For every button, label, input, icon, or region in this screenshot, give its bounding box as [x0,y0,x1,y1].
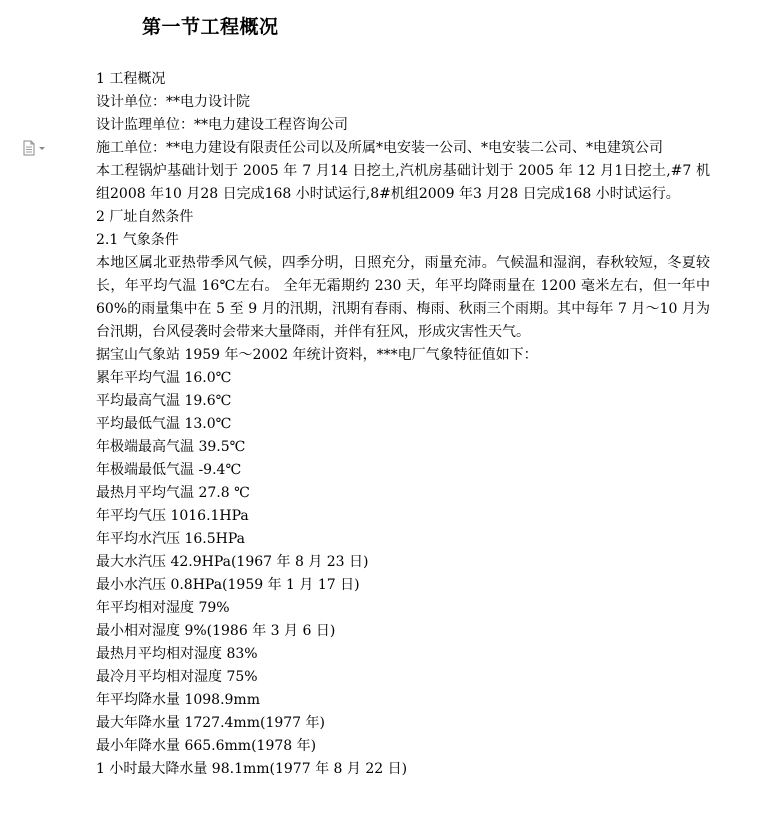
supervision-unit: 设计监理单位：**电力建设工程咨询公司 [96,117,348,133]
stat-item: 最大年降水量 1727.4mm(1977 年) [96,715,325,731]
construction-unit: 施工单位：**电力建设有限责任公司以及所属*电安装一公司、*电安装二公司、*电建筑公司 [96,140,663,156]
stat-item: 年极端最高气温 39.5℃ [96,439,246,455]
stat-item: 最大水汽压 42.9HPa(1967 年 8 月 23 日) [96,554,369,570]
design-unit: 设计单位：**电力设计院 [96,94,250,110]
stat-item: 1 小时最大降水量 98.1mm(1977 年 8 月 22 日) [96,761,408,777]
stat-item: 年极端最低气温 -9.4℃ [96,462,242,478]
stat-item: 最小年降水量 665.6mm(1978 年) [96,738,317,754]
heading-weather: 2.1 气象条件 [96,232,179,248]
stats-intro: 据宝山气象站 1959 年～2002 年统计资料，***电厂气象特征值如下： [96,347,538,363]
stat-item: 最冷月平均相对湿度 75% [96,669,258,685]
heading-site-conditions: 2 厂址自然条件 [96,209,194,225]
stat-item: 累年平均气温 16.0℃ [96,370,232,386]
stat-item: 最小相对湿度 9%(1986 年 3 月 6 日) [96,623,336,639]
section-title: 第一节工程概况 [142,16,279,38]
stat-item: 年平均相对湿度 79% [96,600,230,616]
document-options-icon[interactable] [22,140,48,156]
document-body [96,68,710,781]
stat-item: 平均最低气温 13.0℃ [96,416,232,432]
climate-paragraph: 本地区属北亚热带季风气候，四季分明，日照充分，雨量充沛。气候温和湿润，春秋较短，冬夏较长，年平均气温 16℃左右。 全年无霜期约 230 天，年平均降雨量在 1200 毫米左右，但一年中 60%的雨量集中在 5 至 9 月的汛期，汛期有春雨、梅雨、秋雨三个雨期。其中每年 7 月～10 月为台汛期，台风侵袭时会带来大量降雨，并伴有狂风，形成灾害性天气。 [96,255,710,340]
stat-item: 最热月平均气温 27.8 ℃ [96,485,250,501]
schedule-paragraph: 本工程锅炉基础计划于 2005 年 7 月14 日挖土,汽机房基础计划于 2005 年 12 月1日挖土,#7 机组2008 年10 月28 日完成168 小时试运行,8#机组2009 年3 月28 日完成168 小时试运行。 [96,163,710,202]
stat-item: 年平均水汽压 16.5HPa [96,531,245,547]
heading-project-overview: 1 工程概况 [96,71,166,87]
stat-item: 年平均降水量 1098.9mm [96,692,260,708]
stat-item: 最热月平均相对湿度 83% [96,646,258,662]
stat-item: 最小水汽压 0.8HPa(1959 年 1 月 17 日) [96,577,360,593]
stat-item: 年平均气压 1016.1HPa [96,508,249,524]
stat-item: 平均最高气温 19.6℃ [96,393,232,409]
